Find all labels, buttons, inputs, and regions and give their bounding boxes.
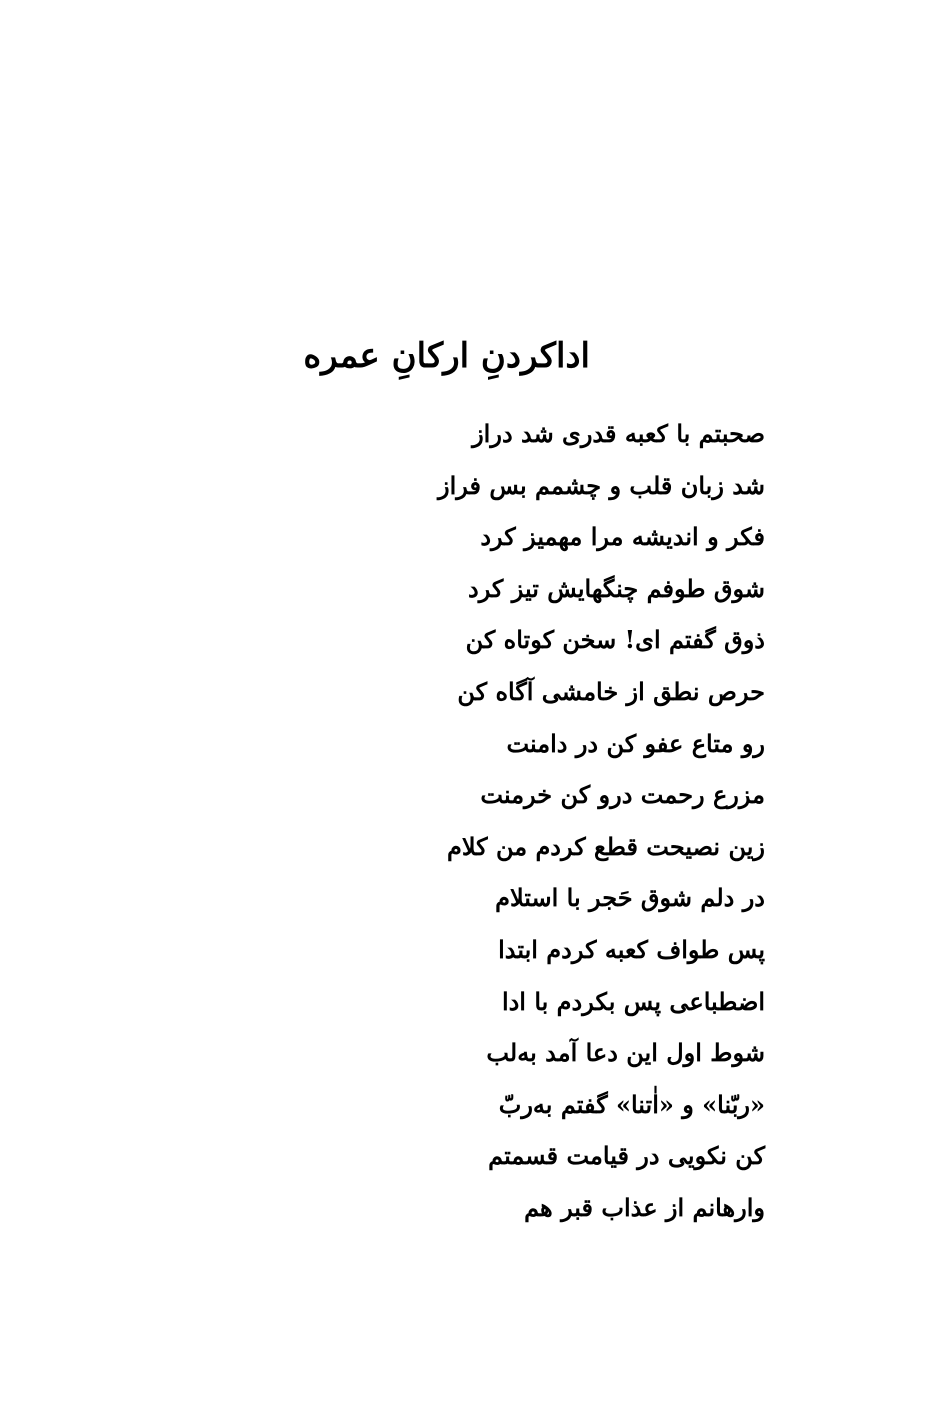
verse-line: فکر و اندیشه مرا مهمیز کرد	[480, 522, 765, 552]
verse-line: شوط اول این دعا آمد به‌لب	[486, 1038, 765, 1068]
verse-line: حرص نطق از خامشی آگاه کن	[457, 676, 765, 706]
verse-line: پس طواف کعبه کردم ابتدا	[498, 934, 765, 964]
poem-title: اداکردنِ ارکانِ عمره	[303, 336, 590, 376]
verse-line: در دلم شوق حَجر با استلام	[495, 883, 765, 913]
poem-verses	[438, 408, 765, 1234]
verse-line: ذوق گفتم ای! سخن کوتاه کن	[465, 625, 765, 655]
verse-line: صحبتم با کعبه قدری شد دراز	[472, 419, 765, 448]
verse-line: رو متاع عفو کن در دامنت	[506, 728, 765, 758]
verse-line: وارهانم از عذاب قبر هم	[524, 1192, 765, 1222]
verse-line: شد زبان قلب و چشمم بس فراز	[438, 470, 765, 500]
verse-line: زین نصیحت قطع کردم من کلام	[447, 831, 765, 861]
verse-line: شوق طوفم چنگهایش تیز کرد	[468, 573, 765, 603]
verse-line: اضطباعی پس بکردم با ادا	[501, 986, 765, 1016]
verse-line: مزرع رحمت درو کن خرمنت	[480, 780, 765, 810]
verse-line: کن نکویی در قیامت قسمتم	[488, 1141, 765, 1171]
verse-line: «ربّنا» و «اٰتنا» گفتم به‌ربّ	[498, 1089, 765, 1119]
